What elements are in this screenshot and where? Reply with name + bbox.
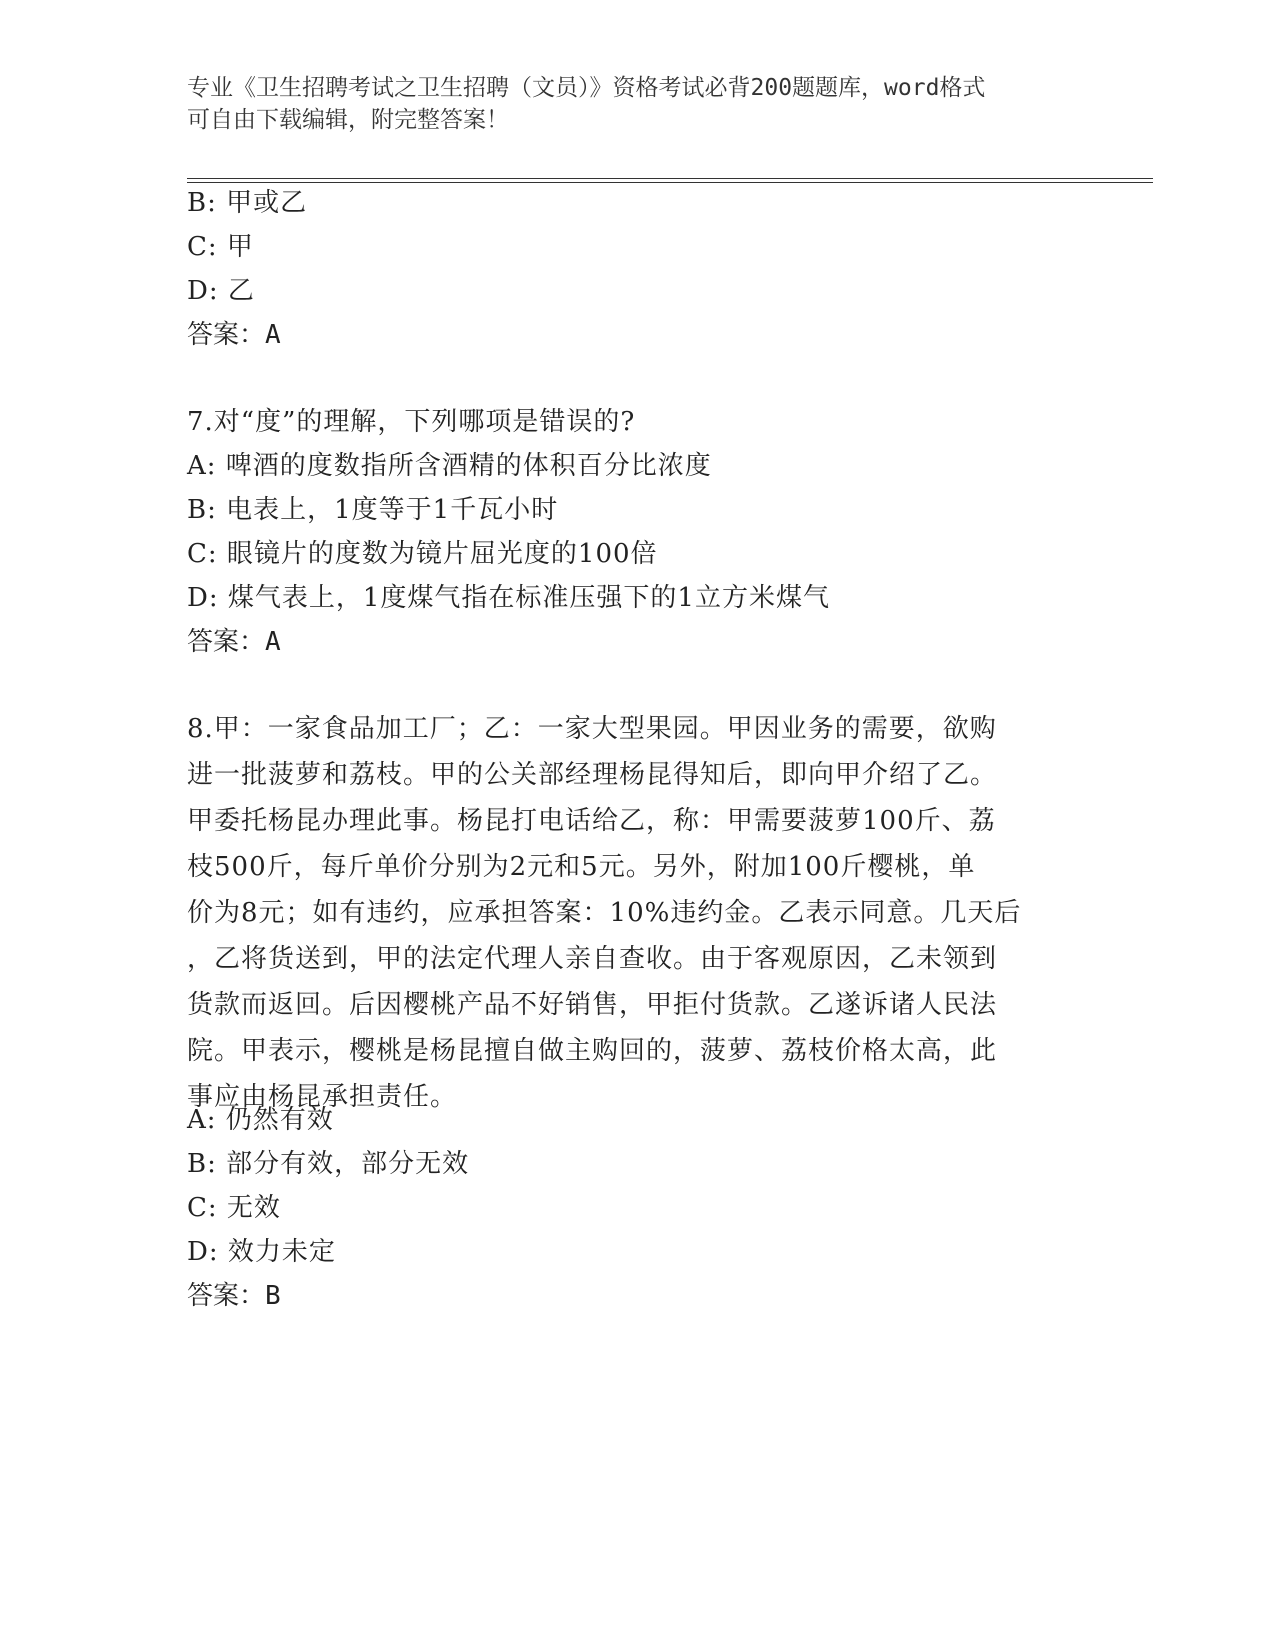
q8-question-line: 院。甲表示，樱桃是杨昆擅自做主购回的，菠萝、荔枝价格太高，此: [187, 1036, 998, 1066]
q7-option-b: B: 电表上，1度等于1千瓦小时: [187, 495, 559, 525]
q7-answer-value: A: [265, 627, 281, 657]
header-divider-bottom: [187, 182, 1153, 183]
q8-question-line: 枝500斤，每斤单价分别为2元和5元。另外，附加100斤樱桃，单: [187, 852, 976, 882]
q7-option-c: C: 眼镜片的度数为镜片屈光度的100倍: [187, 539, 658, 569]
q8-question-line: 甲委托杨昆办理此事。杨昆打电话给乙，称：甲需要菠萝100斤、荔: [187, 806, 996, 836]
q8-answer-label: 答案：: [187, 1281, 266, 1311]
q6-answer-label: 答案：: [187, 320, 266, 350]
q8-option-c: C: 无效: [187, 1193, 281, 1223]
q8-question-line: 货款而返回。后因樱桃产品不好销售，甲拒付货款。乙遂诉诸人民法: [187, 990, 998, 1020]
q8-option-a: A: 仍然有效: [187, 1105, 334, 1135]
q8-question: [187, 706, 1067, 1120]
q7-answer-label: 答案：: [187, 627, 266, 657]
q6-option-c: C: 甲: [187, 232, 254, 262]
q8-question-line: 价为8元；如有违约，应承担答案：10%违约金。乙表示同意。几天后: [187, 898, 1022, 928]
q8-question-line: 事应由杨昆承担责任。: [187, 1082, 458, 1112]
q6-option-b: B: 甲或乙: [187, 188, 308, 218]
q7-answer: [187, 619, 281, 665]
q7-question: 7.对“度”的理解，下列哪项是错误的?: [187, 407, 636, 437]
q6-answer-value: A: [265, 320, 281, 350]
document-header: [187, 72, 1087, 136]
q7-option-a: A: 啤酒的度数指所含酒精的体积百分比浓度: [187, 451, 712, 481]
header-line-2: 可自由下载编辑，附完整答案！: [187, 107, 509, 133]
q8-option-b: B: 部分有效，部分无效: [187, 1149, 470, 1179]
q8-answer-value: B: [265, 1281, 281, 1311]
q8-question-line: ，乙将货送到，甲的法定代理人亲自查收。由于客观原因，乙未领到: [187, 944, 998, 974]
q8-answer: [187, 1273, 281, 1319]
q6-answer: [187, 312, 281, 358]
header-line-1: 专业《卫生招聘考试之卫生招聘（文员）》资格考试必背200题题库，word格式: [187, 75, 986, 101]
q7-option-d: D: 煤气表上，1度煤气指在标准压强下的1立方米煤气: [187, 583, 830, 613]
q8-question-line: 8.甲：一家食品加工厂；乙：一家大型果园。甲因业务的需要，欲购: [187, 714, 997, 744]
q8-question-line: 进一批菠萝和荔枝。甲的公关部经理杨昆得知后，即向甲介绍了乙。: [187, 760, 998, 790]
q8-option-d: D: 效力未定: [187, 1237, 336, 1267]
q6-option-d: D: 乙: [187, 276, 255, 306]
header-divider-top: [187, 178, 1153, 179]
